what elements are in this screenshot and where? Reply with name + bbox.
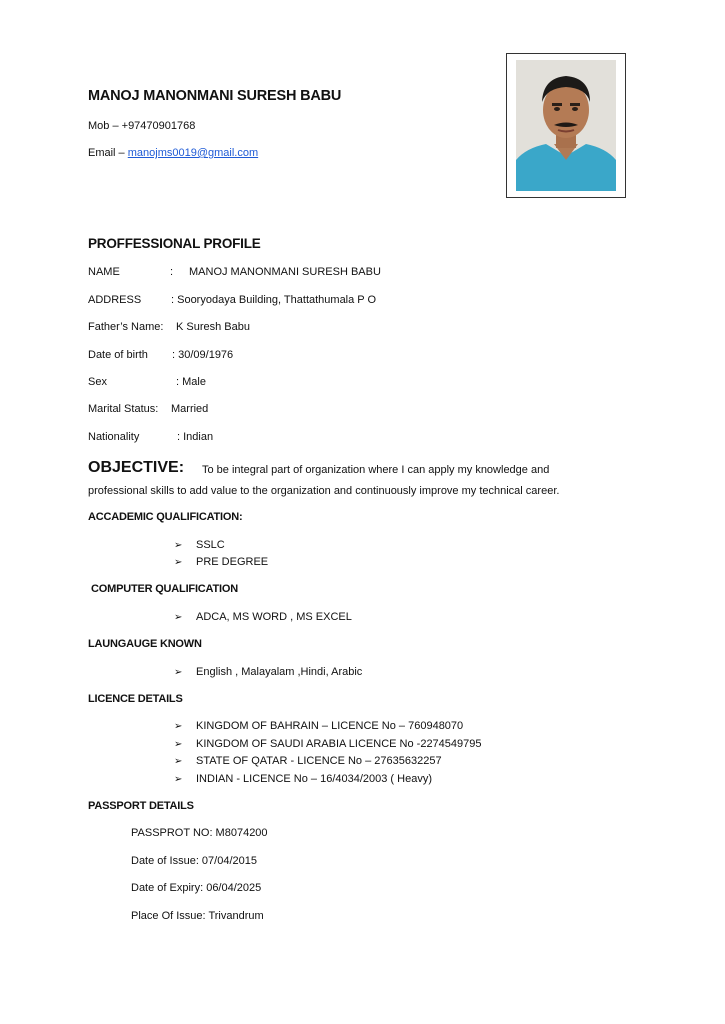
- profile-photo-frame: [506, 53, 626, 198]
- father-name-label: Father’s Name:: [88, 321, 164, 333]
- dob-value: : 30/09/1976: [172, 349, 234, 361]
- licence-item: STATE OF QATAR - LICENCE No – 27635632257: [196, 755, 442, 767]
- nationality-label: Nationality: [88, 431, 140, 443]
- academic-item: SSLC: [196, 539, 225, 551]
- objective-title: OBJECTIVE:: [88, 459, 185, 476]
- candidate-name: MANOJ MANONMANI SURESH BABU: [88, 88, 342, 104]
- language-section-title: LAUNGAUGE KNOWN: [88, 638, 202, 650]
- list-item: [174, 666, 362, 678]
- licence-item: INDIAN - LICENCE No – 16/4034/2003 ( Heavy): [196, 773, 432, 785]
- sex-value: : Male: [176, 376, 206, 388]
- dob-label: Date of birth: [88, 349, 148, 361]
- passport-expiry-date: Date of Expiry: 06/04/2025: [131, 882, 262, 894]
- father-name-value: K Suresh Babu: [176, 321, 250, 333]
- profile-section-title: PROFFESSIONAL PROFILE: [88, 236, 261, 251]
- passport-place-of-issue: Place Of Issue: Trivandrum: [131, 910, 264, 922]
- name-separator: :: [170, 266, 174, 278]
- nationality-value: : Indian: [177, 431, 214, 443]
- passport-issue-date: Date of Issue: 07/04/2015: [131, 855, 257, 867]
- academic-item: PRE DEGREE: [196, 556, 269, 568]
- name-value: MANOJ MANONMANI SURESH BABU: [189, 266, 381, 278]
- address-value: : Sooryodaya Building, Thattathumala P O: [171, 294, 377, 306]
- arrow-bullet-icon: ➢: [174, 774, 183, 785]
- mobile-label: Mob –: [88, 120, 122, 132]
- profile-photo: [516, 60, 616, 191]
- list-item: [174, 755, 442, 767]
- marital-status-value: Married: [171, 403, 209, 415]
- computer-item: ADCA, MS WORD , MS EXCEL: [196, 611, 352, 623]
- list-item: [174, 556, 268, 568]
- licence-item: KINGDOM OF BAHRAIN – LICENCE No – 760948070: [196, 720, 464, 732]
- licence-item: KINGDOM OF SAUDI ARABIA LICENCE No -2274549795: [196, 738, 482, 750]
- list-item: [174, 738, 482, 750]
- sex-label: Sex: [88, 376, 107, 388]
- passport-number: PASSPROT NO: M8074200: [131, 827, 268, 839]
- academic-section-title: ACCADEMIC QUALIFICATION:: [88, 511, 243, 523]
- email-link[interactable]: manojms0019@gmail.com: [127, 147, 259, 159]
- arrow-bullet-icon: ➢: [174, 739, 183, 750]
- arrow-bullet-icon: ➢: [174, 557, 183, 568]
- passport-section-title: PASSPORT DETAILS: [88, 800, 194, 812]
- objective-text-line-1: To be integral part of organization where I can apply my knowledge and: [202, 464, 550, 476]
- arrow-bullet-icon: ➢: [174, 721, 183, 732]
- arrow-bullet-icon: ➢: [174, 667, 183, 678]
- licence-section-title: LICENCE DETAILS: [88, 693, 183, 705]
- email-label: Email –: [88, 147, 128, 159]
- arrow-bullet-icon: ➢: [174, 756, 183, 767]
- list-item: [174, 720, 463, 732]
- mobile-number: +97470901768: [121, 120, 196, 132]
- language-item: English , Malayalam ,Hindi, Arabic: [196, 666, 363, 678]
- computer-section-title: COMPUTER QUALIFICATION: [91, 583, 238, 595]
- name-label: NAME: [88, 266, 120, 278]
- objective-text-line-2: professional skills to add value to the organization and continuously improve my technical career.: [88, 485, 560, 497]
- marital-status-label: Marital Status:: [88, 403, 159, 415]
- list-item: [174, 539, 225, 551]
- list-item: [174, 773, 432, 785]
- arrow-bullet-icon: ➢: [174, 540, 183, 551]
- arrow-bullet-icon: ➢: [174, 612, 183, 623]
- list-item: [174, 611, 352, 623]
- email-line: [88, 147, 258, 159]
- address-label: ADDRESS: [88, 294, 142, 306]
- mobile-line: [88, 120, 195, 132]
